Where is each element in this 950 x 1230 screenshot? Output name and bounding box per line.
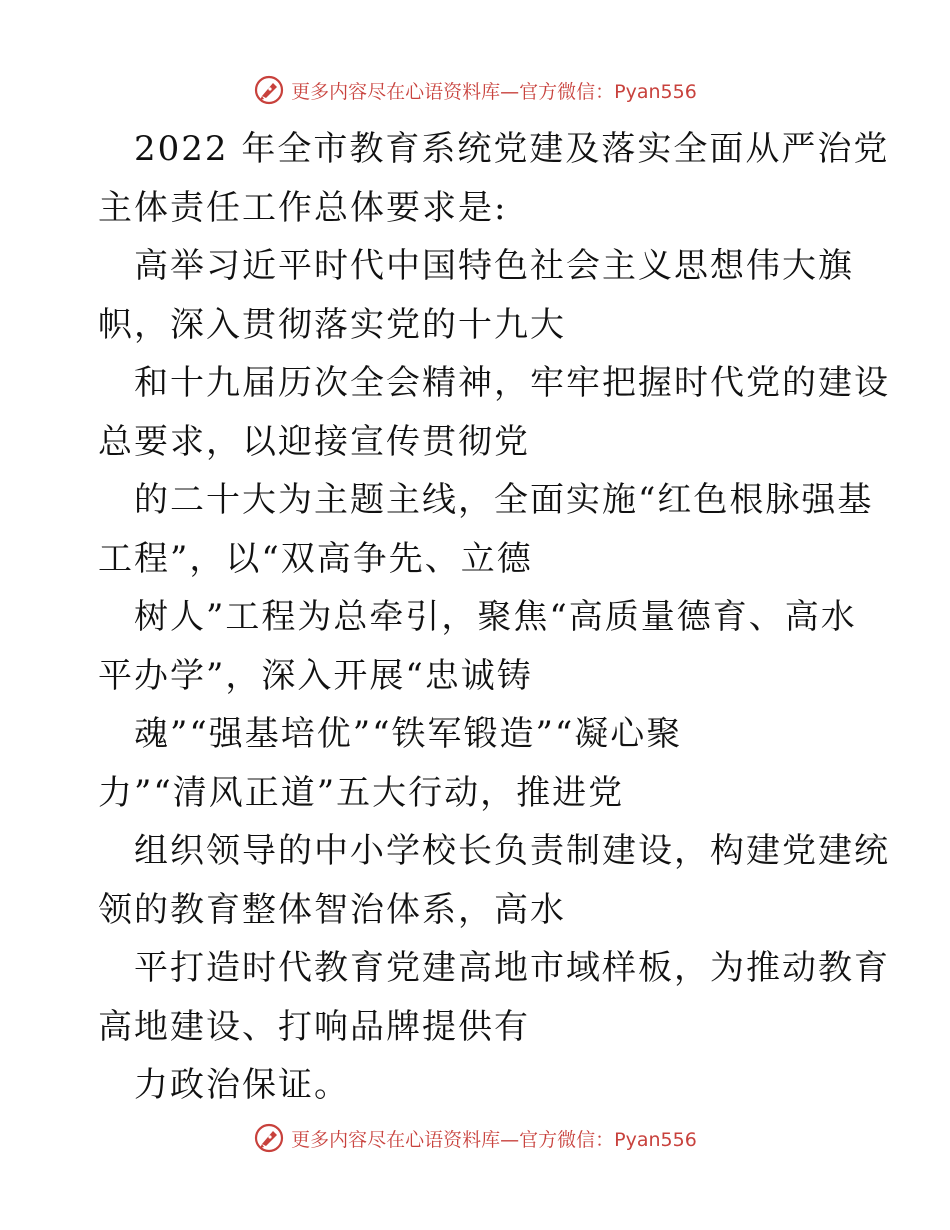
text-line: 帜，深入贯彻落实党的十九大 [98, 304, 566, 345]
document-body [98, 120, 890, 1115]
pen-nib-logo-icon [253, 1122, 285, 1154]
text-line: 力”“清风正道”五大行动，推进党 [98, 772, 625, 813]
text-line: 组织领导的中小学校长负责制建设，构建党建统 [134, 831, 890, 871]
text-line: 力政治保证。 [134, 1065, 350, 1105]
text-line: 高地建设、打响品牌提供有 [98, 1006, 530, 1047]
text-line: 平打造时代教育党建高地市域样板，为推动教育 [134, 948, 890, 988]
watermark-text: 更多内容尽在心语资料库—官方微信：Pyan556 [291, 80, 697, 103]
header-watermark [0, 70, 950, 110]
text-line: 主体责任工作总体要求是: [98, 187, 508, 228]
footer-watermark [0, 1118, 950, 1158]
text-line: 魂”“强基培优”“铁军锻造”“凝心聚 [134, 714, 683, 754]
text-line: 工程”，以“双高争先、立德 [98, 538, 533, 579]
text-line: 树人”工程为总牵引，聚焦“高质量德育、高水 [134, 597, 857, 637]
text-line: 2022 年全市教育系统党建及落实全面从严治党 [134, 129, 890, 169]
watermark-text: 更多内容尽在心语资料库—官方微信：Pyan556 [291, 1128, 697, 1151]
text-line: 平办学”，深入开展“忠诚铸 [98, 655, 533, 696]
text-line: 的二十大为主题主线，全面实施“红色根脉强基 [134, 480, 874, 520]
text-line: 总要求，以迎接宣传贯彻党 [98, 421, 530, 462]
text-line: 高举习近平时代中国特色社会主义思想伟大旗 [134, 246, 854, 286]
text-line: 和十九届历次全会精神，牢牢把握时代党的建设 [134, 363, 890, 403]
pen-nib-logo-icon [253, 74, 285, 106]
text-line: 领的教育整体智治体系，高水 [98, 889, 566, 930]
